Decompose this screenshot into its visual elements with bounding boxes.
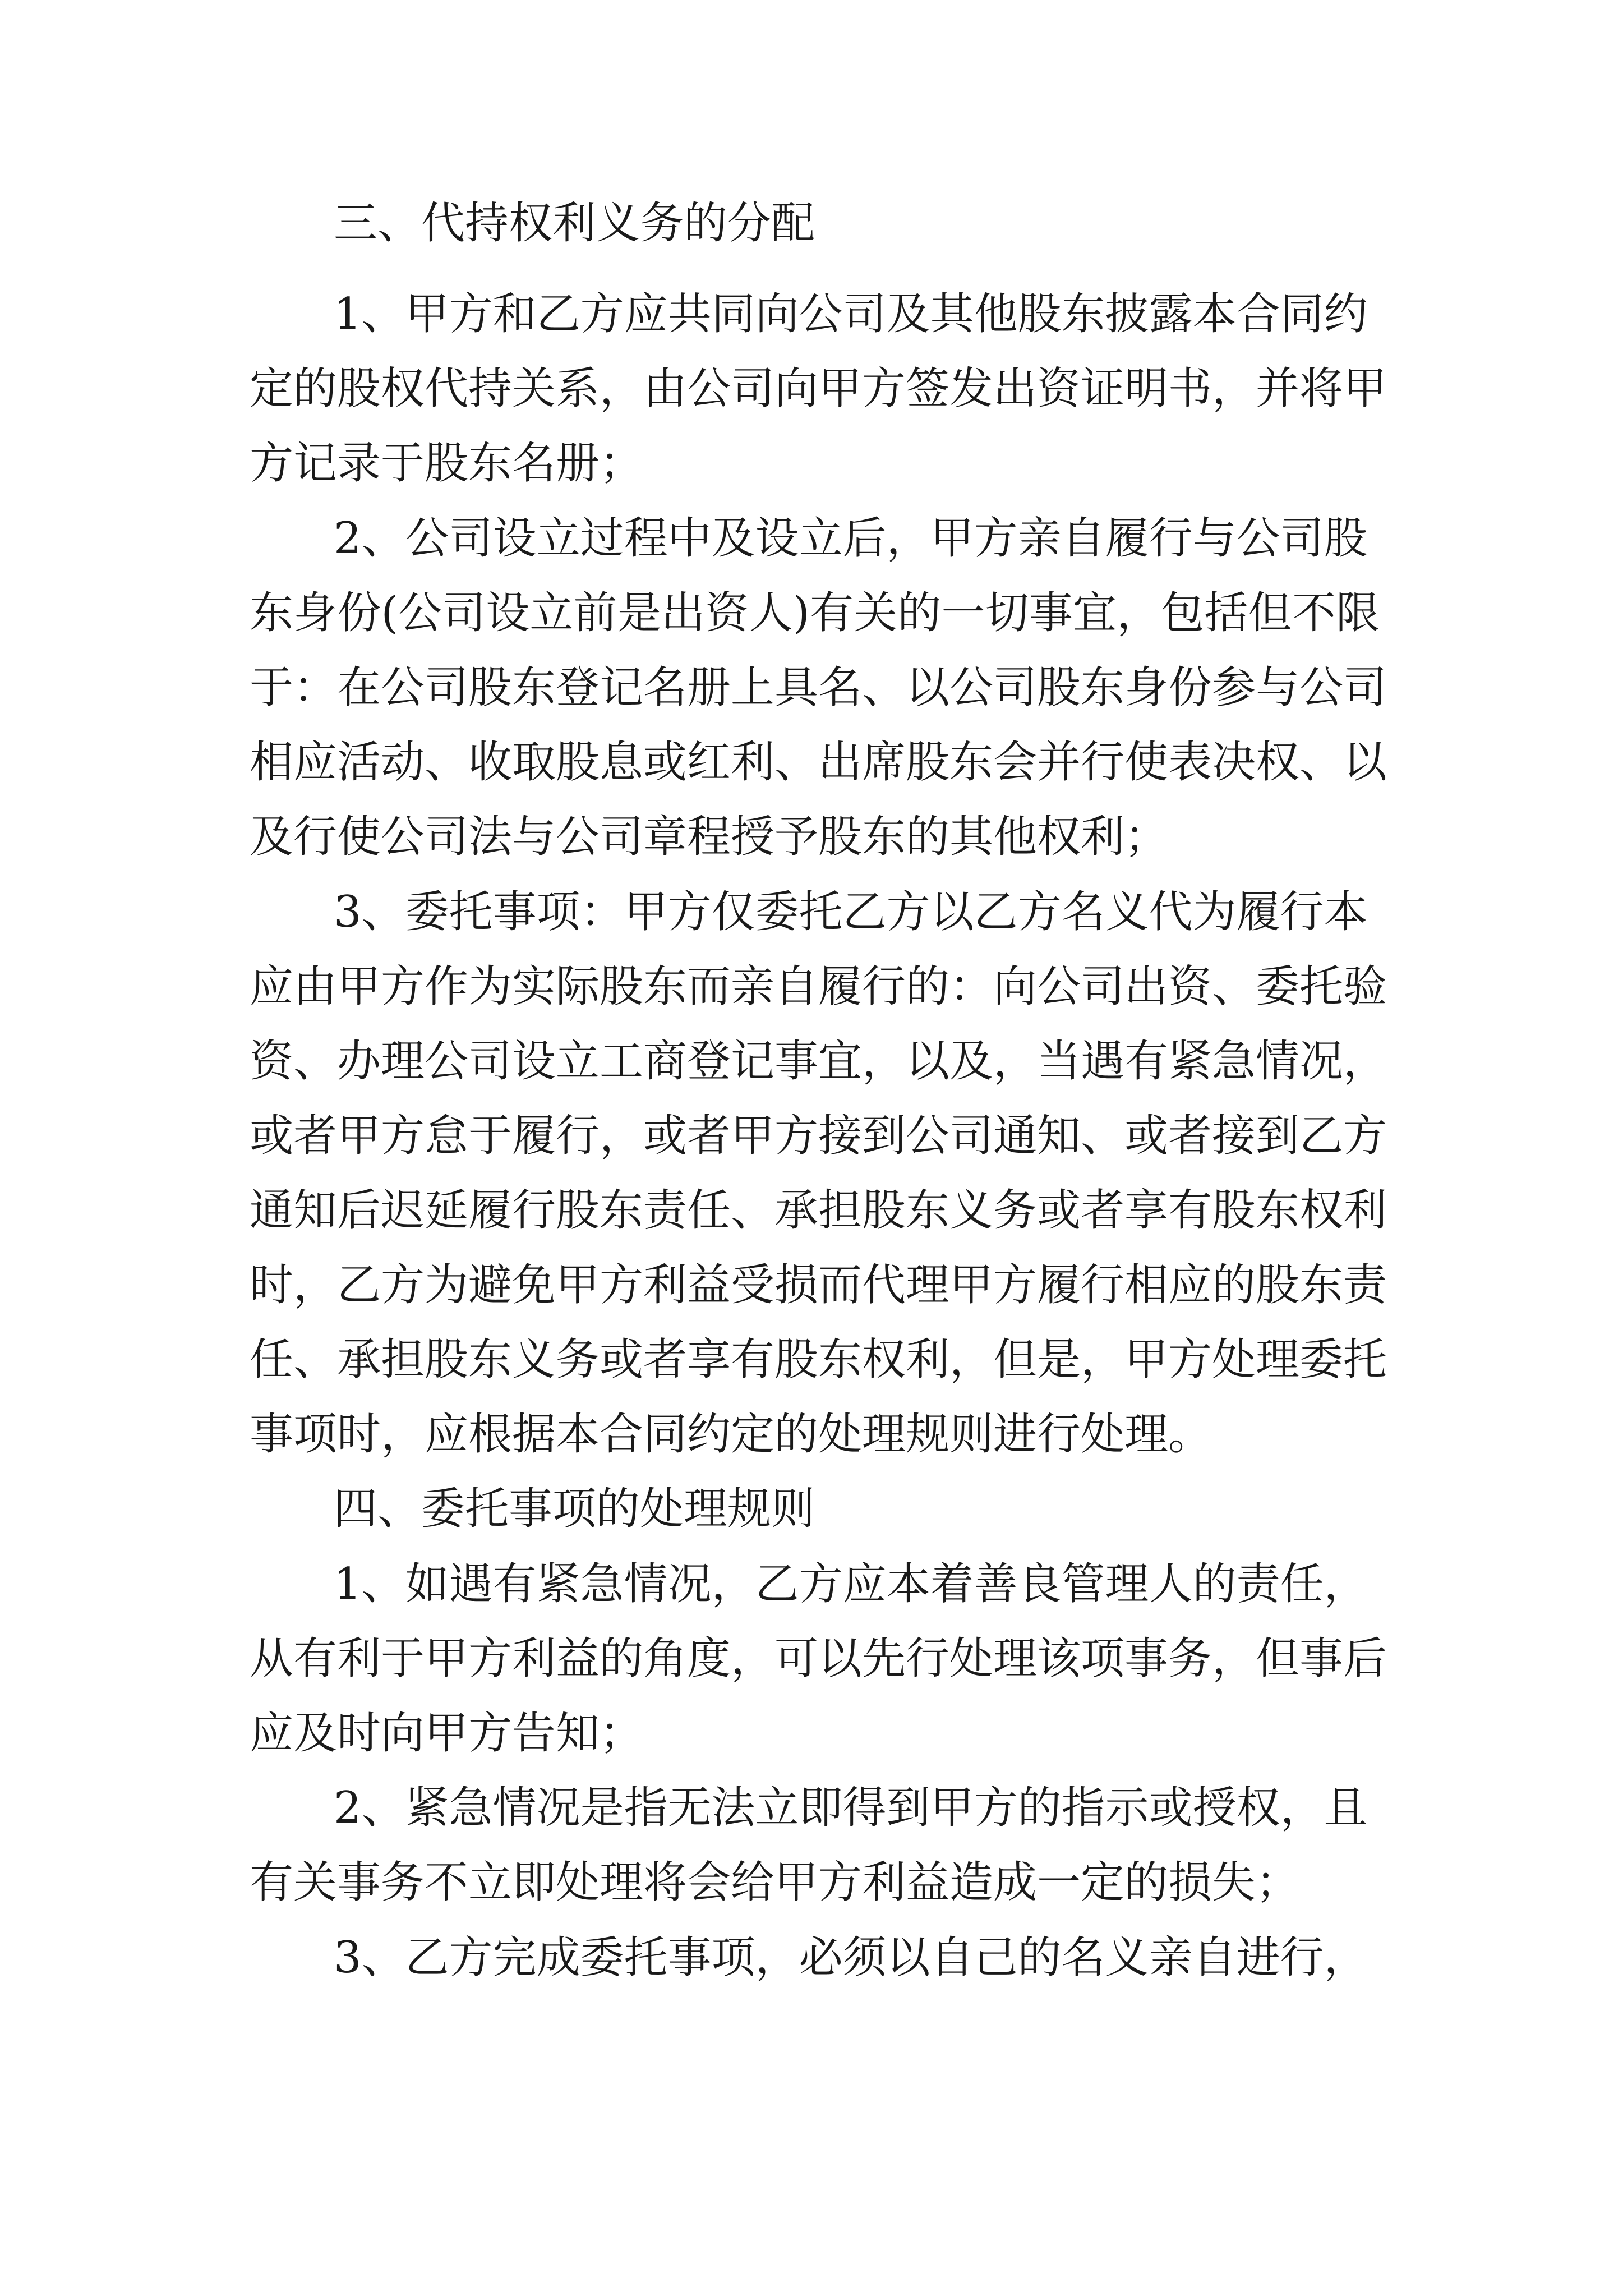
paragraph-line: 应及时向甲方告知； <box>250 1708 644 1759</box>
section-heading-3: 三、代持权利义务的分配 <box>334 198 815 249</box>
paragraph-line: 1、如遇有紧急情况，乙方应本着善良管理人的责任， <box>334 1559 1368 1609</box>
paragraph-line: 事项时，应根据本合同约定的处理规则进行处理。 <box>250 1409 1212 1460</box>
paragraph-line: 通知后迟延履行股东责任、承担股东义务或者享有股东权利 <box>250 1185 1387 1236</box>
paragraph-line: 从有利于甲方利益的角度，可以先行处理该项事务，但事后 <box>250 1634 1387 1684</box>
paragraph-line: 应由甲方作为实际股东而亲自履行的：向公司出资、委托验 <box>250 961 1387 1012</box>
paragraph-line: 于：在公司股东登记名册上具名、以公司股东身份参与公司 <box>250 662 1387 713</box>
paragraph-line: 方记录于股东名册； <box>250 438 644 489</box>
paragraph-line: 3、乙方完成委托事项，必须以自己的名义亲自进行， <box>334 1932 1368 1983</box>
paragraph-line: 2、公司设立过程中及设立后，甲方亲自履行与公司股 <box>334 513 1368 564</box>
paragraph-line: 有关事务不立即处理将会给甲方利益造成一定的损失； <box>250 1857 1300 1908</box>
paragraph-line: 及行使公司法与公司章程授予股东的其他权利； <box>250 812 1169 862</box>
paragraph-line: 相应活动、收取股息或红利、出席股东会并行使表决权、以 <box>250 737 1387 788</box>
paragraph-line: 东身份(公司设立前是出资人)有关的一切事宜，包括但不限 <box>250 588 1380 638</box>
paragraph-line: 或者甲方怠于履行，或者甲方接到公司通知、或者接到乙方 <box>250 1111 1387 1161</box>
paragraph-line: 资、办理公司设立工商登记事宜，以及，当遇有紧急情况， <box>250 1036 1387 1087</box>
section-heading-4: 四、委托事项的处理规则 <box>334 1484 815 1534</box>
paragraph-line: 定的股权代持关系，由公司向甲方签发出资证明书，并将甲 <box>250 364 1387 414</box>
paragraph-line: 时，乙方为避免甲方利益受损而代理甲方履行相应的股东责 <box>250 1260 1387 1310</box>
paragraph-line: 2、紧急情况是指无法立即得到甲方的指示或授权，且 <box>334 1783 1368 1833</box>
paragraph-line: 1、甲方和乙方应共同向公司及其他股东披露本合同约 <box>334 289 1368 339</box>
paragraph-line: 3、委托事项：甲方仅委托乙方以乙方名义代为履行本 <box>334 887 1368 937</box>
paragraph-line: 任、承担股东义务或者享有股东权利，但是，甲方处理委托 <box>250 1335 1387 1385</box>
